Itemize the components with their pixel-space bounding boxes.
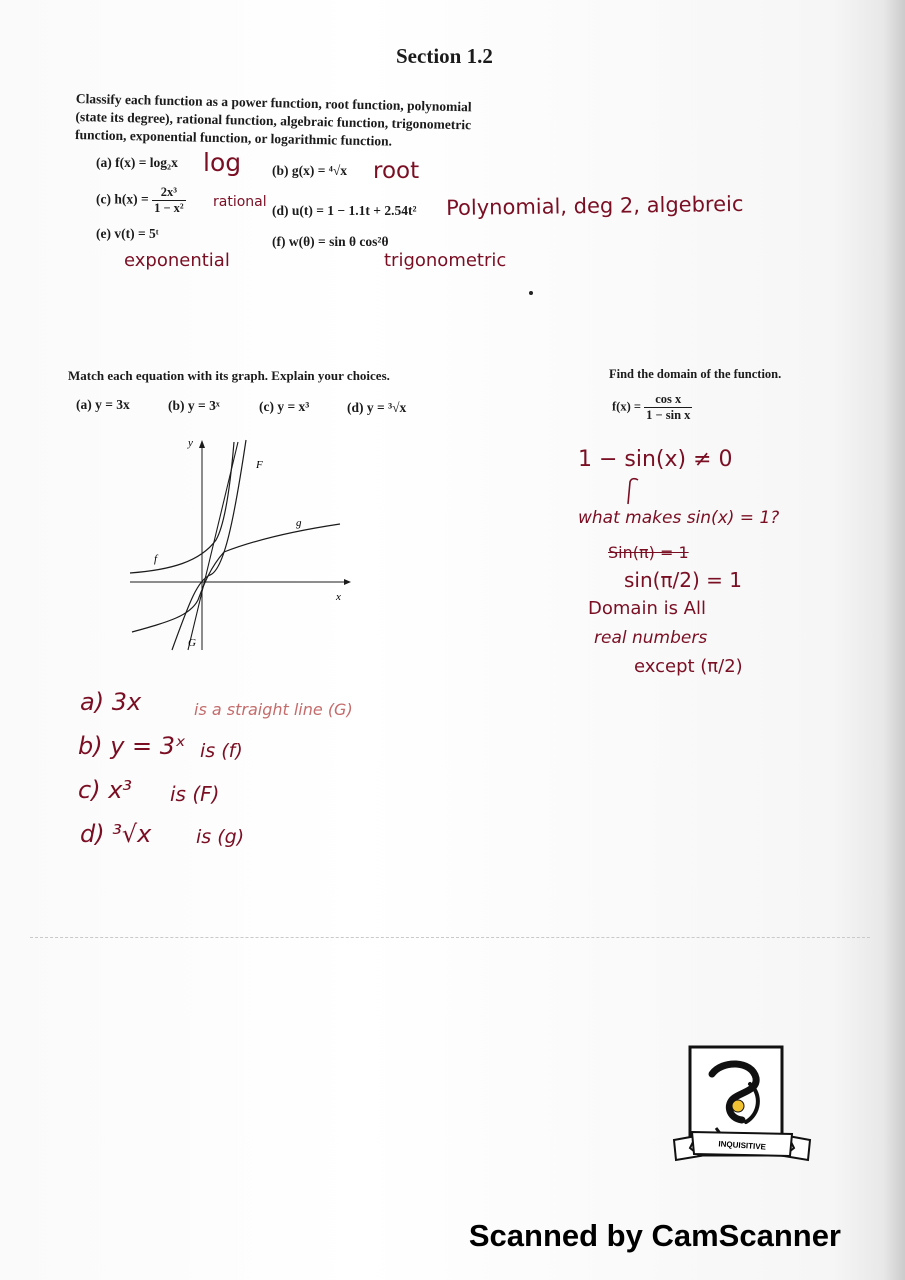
domain-work-line-3: sin(π/2) = 1: [624, 568, 742, 592]
arrow-up-icon: [620, 476, 644, 506]
curve-F: [172, 440, 246, 650]
match-eq-b: (b) y = 3ˣ: [168, 398, 220, 413]
match-answer-c-text: is (F): [170, 782, 220, 806]
classify-b-answer: root: [373, 158, 420, 184]
classify-d-answer: Polynomial, deg 2, algebreic: [446, 191, 744, 220]
classify-c-fraction: [152, 185, 186, 216]
curve-f-label: f: [154, 553, 158, 565]
ink-dot: [529, 291, 533, 295]
x-axis-arrow: [344, 579, 351, 585]
curve-G-label: G: [188, 637, 196, 649]
section-title: Section 1.2: [396, 44, 493, 68]
x-axis-label: x: [336, 591, 341, 603]
domain-work-line-2: what makes sin(x) = 1?: [578, 508, 780, 528]
match-answer-a-label: a) 3x: [80, 688, 142, 716]
classify-f-answer: trigonometric: [384, 250, 507, 271]
match-eq-c: (c) y = x³: [259, 399, 310, 414]
classify-a-expression: (a) f(x) = log₂x: [96, 155, 178, 170]
domain-instructions: Find the domain of the function.: [609, 367, 782, 381]
curve-g-label: g: [296, 517, 302, 529]
classify-e-expression: (e) v(t) = 5ᵗ: [96, 226, 159, 241]
match-graph: [120, 430, 360, 660]
curve-F-label: F: [256, 459, 263, 471]
classify-c-expression: [96, 185, 186, 216]
domain-function-label: f(x) =: [612, 399, 641, 414]
match-answer-c-label: c) x³: [78, 776, 133, 804]
match-answer-a-text: is a straight line (G): [194, 700, 353, 719]
match-answer-b-text: is (f): [200, 740, 243, 762]
curve-g: [132, 524, 340, 632]
classify-b-expression: (b) g(x) = ⁴√x: [272, 163, 348, 178]
domain-struck-work: Sin(π) = 1: [608, 543, 689, 562]
match-answer-d-label: d) ³√x: [80, 820, 152, 848]
classify-f-expression: (f) w(θ) = sin θ cos²θ: [272, 234, 389, 249]
classify-a-answer: log: [203, 148, 242, 177]
match-eq-a: (a) y = 3x: [76, 397, 130, 412]
classify-c-numerator: 2x³: [152, 185, 186, 201]
classify-e-answer: exponential: [124, 250, 230, 271]
y-axis-arrow: [199, 440, 205, 448]
classify-c-answer: rational: [213, 194, 267, 210]
inquisitive-logo: [672, 1044, 812, 1172]
domain-work-line-6: except (π/2): [634, 656, 743, 677]
match-answer-d-text: is (g): [196, 826, 245, 848]
classify-c-label: (c) h(x) =: [96, 191, 149, 207]
domain-work-line-1: 1 − sin(x) ≠ 0: [578, 447, 733, 472]
scanner-watermark: Scanned by CamScanner: [468, 1218, 841, 1253]
domain-function-denominator: 1 − sin x: [646, 408, 691, 422]
domain-function-numerator: cos x: [644, 392, 692, 408]
logo-text: INQUISITIVE: [718, 1139, 767, 1152]
classify-instructions: Classify each function as a power function, root function, polynomial (state its degree), rational function, algebraic function, trigonometric function, exponential function, or logarithmic function.: [74, 90, 472, 149]
curve-f: [130, 442, 234, 573]
page-divider: [30, 937, 870, 938]
classify-d-expression: (d) u(t) = 1 − 1.1t + 2.54t²: [272, 203, 417, 218]
match-instructions: Match each equation with its graph. Explain your choices.: [68, 368, 390, 383]
match-eq-d: (d) y = ³√x: [347, 400, 407, 415]
y-axis-label: y: [188, 437, 193, 449]
match-answer-b-label: b) y = 3ˣ: [78, 732, 186, 760]
page-edge-shadow: [883, 0, 905, 1280]
domain-function-fraction: [644, 392, 692, 423]
domain-function: [612, 392, 692, 423]
domain-work-line-4: Domain is All: [588, 598, 706, 619]
classify-c-denominator: 1 − x²: [154, 201, 184, 215]
domain-work-line-5: real numbers: [594, 628, 708, 648]
